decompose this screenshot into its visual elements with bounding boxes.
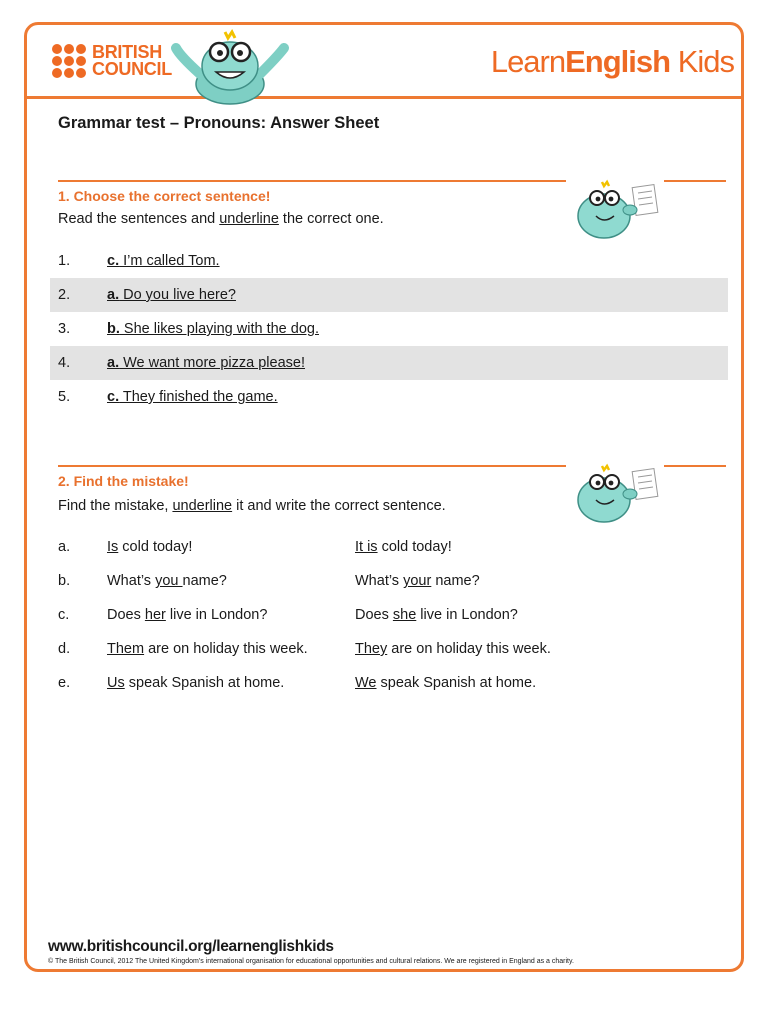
table-row: c. Does her live in London? Does she live in London? [58,607,518,623]
table-row: a. Is cold today! It is cold today! [58,539,452,555]
header-divider [24,96,744,99]
list-item: 1. c. I’m called Tom. [58,253,220,269]
table-row: e. Us speak Spanish at home. We speak Spanish at home. [58,675,537,691]
list-item: 5. c. They finished the game. [58,389,278,405]
section2-rule-left [58,465,566,467]
page-title: Grammar test – Pronouns: Answer Sheet [58,114,380,132]
mascot-reading-icon [570,460,662,524]
learnenglish-kids-logo: LearnEnglish Kids [490,44,734,79]
section1-heading: 1. Choose the correct sentence! [58,188,271,204]
mascot-monster-icon [170,26,290,106]
list-item: 3. b. She likes playing with the dog. [58,321,319,337]
footer-url-link[interactable]: www.britishcouncil.org/learnenglishkids [48,938,334,955]
table-row: b. What’s you name? What’s your name? [58,573,480,589]
section2-instructions: Find the mistake, underline it and write the correct sentence. [58,498,446,514]
list-item: 4. a. We want more pizza please! [50,346,728,380]
section2-heading: 2. Find the mistake! [58,473,189,489]
british-council-logo [52,44,172,78]
mascot-reading-icon [570,176,662,240]
british-council-dots-icon [52,44,86,78]
footer-copyright: © The British Council, 2012 The United Kingdom’s international organisation for educational opportunities and cultural relations. We are registered in England as a charity. [48,958,574,965]
section2-rule-right [664,465,726,467]
section1-rule-left [58,180,566,182]
list-item: 2. a. Do you live here? [50,278,728,312]
section1-rule-right [664,180,726,182]
british-council-wordmark: BRITISH COUNCIL [92,42,172,79]
section1-instructions: Read the sentences and underline the correct one. [58,211,384,227]
table-row: d. Them are on holiday this week. They are on holiday this week. [58,641,551,657]
